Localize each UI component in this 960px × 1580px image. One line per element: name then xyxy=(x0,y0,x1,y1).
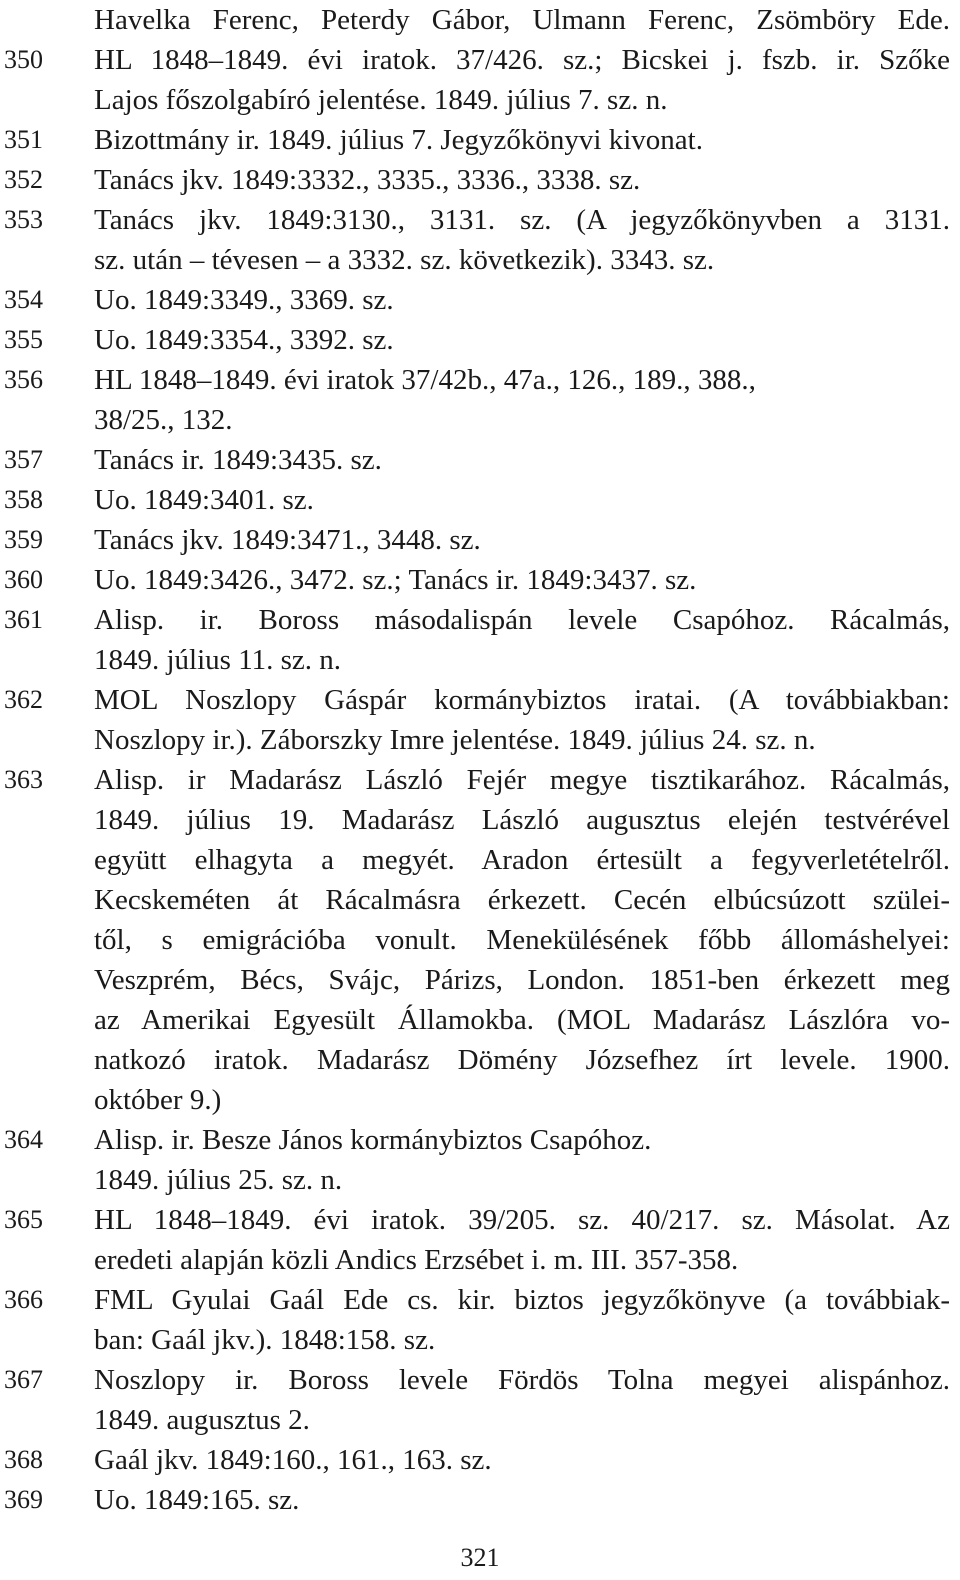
endnote-number: 367 xyxy=(4,1365,43,1394)
endnote-350 xyxy=(4,40,950,120)
endnote-text xyxy=(94,480,950,520)
endnote-text-line: sz. után – tévesen – a 3332. sz. következik). 3343. sz. xyxy=(94,244,715,276)
endnote-text xyxy=(94,200,950,280)
endnote-text-line: Noszlopy ir.). Záborszky Imre jelentése. 1849. július 24. sz. n. xyxy=(94,724,816,756)
endnote-356 xyxy=(4,360,950,440)
endnote-number: 357 xyxy=(4,445,43,474)
endnote-number: 364 xyxy=(4,1125,43,1154)
endnote-number: 353 xyxy=(4,205,43,234)
endnote-text xyxy=(94,120,950,160)
endnote-text xyxy=(94,1280,950,1360)
endnote-text-line: 1849. július 25. sz. n. xyxy=(94,1164,343,1196)
endnote-text-line: 1849. július 19. Madarász László augusztus elején testvérével xyxy=(94,804,950,836)
endnote-text-line: HL 1848–1849. évi iratok. 39/205. sz. 40/217. sz. Másolat. Az xyxy=(94,1204,950,1236)
endnote-text-line: 1849. július 11. sz. n. xyxy=(94,644,342,676)
endnote-text-line: Noszlopy ir. Boross levele Fördös Tolna megyei alispánhoz. xyxy=(94,1364,950,1396)
endnote-text-line: Uo. 1849:165. sz. xyxy=(94,1484,300,1516)
endnote-text-line: MOL Noszlopy Gáspár kormánybiztos iratai. (A továbbiakban: xyxy=(94,684,950,716)
endnote-text-line: HL 1848–1849. évi iratok. 37/426. sz.; Bicskei j. fszb. ir. Szőke xyxy=(94,44,950,76)
endnote-text xyxy=(94,1480,950,1520)
endnote-text-line: Lajos főszolgabíró jelentése. 1849. július 7. sz. n. xyxy=(94,84,668,116)
endnote-363 xyxy=(4,760,950,1120)
endnote-text xyxy=(94,280,950,320)
endnote-text-line: Bizottmány ir. 1849. július 7. Jegyzőkönyvi kivonat. xyxy=(94,124,703,156)
endnote-358 xyxy=(4,480,950,520)
endnote-number: 368 xyxy=(4,1445,43,1474)
endnote-352 xyxy=(4,160,950,200)
endnote-text-line: Tanács ir. 1849:3435. sz. xyxy=(94,444,382,476)
endnote-text-line: együtt elhagyta a megyét. Aradon értesült a fegyverletételről. xyxy=(94,844,950,876)
endnote-361 xyxy=(4,600,950,680)
endnote-354 xyxy=(4,280,950,320)
endnote-text xyxy=(94,1120,950,1200)
endnote-text-line: Uo. 1849:3354., 3392. sz. xyxy=(94,324,394,356)
endnote-369 xyxy=(4,1480,950,1520)
endnote-number: 352 xyxy=(4,165,43,194)
endnote-text-line: Uo. 1849:3426., 3472. sz.; Tanács ir. 1849:3437. sz. xyxy=(94,564,697,596)
endnote-text-line: től, s emigrációba vonult. Menekülésének főbb állomáshelyei: xyxy=(94,924,950,956)
endnote-351 xyxy=(4,120,950,160)
endnote-text-line: eredeti alapján közli Andics Erzsébet i. m. III. 357-358. xyxy=(94,1244,739,1276)
endnote-text xyxy=(94,40,950,120)
endnote-number: 363 xyxy=(4,765,43,794)
endnote-text-line: Alisp. ir. Boross másodalispán levele Csapóhoz. Rácalmás, xyxy=(94,604,950,636)
endnote-text-line: ban: Gaál jkv.). 1848:158. sz. xyxy=(94,1324,436,1356)
endnote-text-line: 1849. augusztus 2. xyxy=(94,1404,310,1436)
endnote-text-line: 38/25., 132. xyxy=(94,404,233,436)
endnote-text xyxy=(94,760,950,1120)
endnote-364 xyxy=(4,1120,950,1200)
endnote-text-line: Tanács jkv. 1849:3130., 3131. sz. (A jegyzőkönyvben a 3131. xyxy=(94,204,950,236)
endnote-text-line: Veszprém, Bécs, Svájc, Párizs, London. 1851-ben érkezett meg xyxy=(94,964,950,996)
endnote-359 xyxy=(4,520,950,560)
endnote-text-line: Uo. 1849:3401. sz. xyxy=(94,484,314,516)
endnote-text-line: október 9.) xyxy=(94,1084,222,1116)
endnote-365 xyxy=(4,1200,950,1280)
endnote-353 xyxy=(4,200,950,280)
endnote-text xyxy=(94,1440,950,1480)
endnote-number: 365 xyxy=(4,1205,43,1234)
endnote-text-line: Havelka Ferenc, Peterdy Gábor, Ulmann Ferenc, Zsömböry Ede. xyxy=(94,4,950,36)
endnote-number: 355 xyxy=(4,325,43,354)
endnote-362 xyxy=(4,680,950,760)
endnote-text xyxy=(94,680,950,760)
endnote-number: 350 xyxy=(4,45,43,74)
endnote-number: 356 xyxy=(4,365,43,394)
endnote-text xyxy=(94,160,950,200)
endnote-text xyxy=(94,320,950,360)
endnote-text-line: Uo. 1849:3349., 3369. sz. xyxy=(94,284,394,316)
endnote-355 xyxy=(4,320,950,360)
endnote-number: 354 xyxy=(4,285,43,314)
endnote-text xyxy=(94,360,950,440)
endnote-text-line: FML Gyulai Gaál Ede cs. kir. biztos jegyzőkönyve (a továbbiak- xyxy=(94,1284,950,1316)
page-number: 321 xyxy=(460,1543,500,1572)
endnote-number: 369 xyxy=(4,1485,43,1514)
endnote-text xyxy=(94,560,950,600)
endnote-text xyxy=(94,1200,950,1280)
endnote-text-line: Tanács jkv. 1849:3471., 3448. sz. xyxy=(94,524,481,556)
endnote-text-line: HL 1848–1849. évi iratok 37/42b., 47a., 126., 189., 388., xyxy=(94,364,756,396)
endnote-text-line: Alisp. ir Madarász László Fejér megye tisztikarához. Rácalmás, xyxy=(94,764,950,796)
endnote-text xyxy=(94,440,950,480)
endnote-number: 351 xyxy=(4,125,43,154)
endnote-367 xyxy=(4,1360,950,1440)
endnote-360 xyxy=(4,560,950,600)
endnote-number: 360 xyxy=(4,565,43,594)
endnote-text-line: natkozó iratok. Madarász Dömény Józsefhez írt levele. 1900. xyxy=(94,1044,950,1076)
endnote-text-line: az Amerikai Egyesült Államokba. (MOL Madarász Lászlóra vo- xyxy=(94,1004,950,1036)
endnote-number: 358 xyxy=(4,485,43,514)
endnote-number: 362 xyxy=(4,685,43,714)
endnote-368 xyxy=(4,1440,950,1480)
endnote-text-line: Tanács jkv. 1849:3332., 3335., 3336., 3338. sz. xyxy=(94,164,641,196)
endnote-366 xyxy=(4,1280,950,1360)
endnote-text-line: Alisp. ir. Besze János kormánybiztos Csapóhoz. xyxy=(94,1124,652,1156)
endnote-text xyxy=(94,600,950,680)
endnote-text xyxy=(94,0,950,40)
endnote-text xyxy=(94,520,950,560)
endnotes-list xyxy=(4,0,950,1520)
endnote-text-line: Kecskeméten át Rácalmásra érkezett. Cecén elbúcsúzott szülei- xyxy=(94,884,950,916)
endnote-357 xyxy=(4,440,950,480)
endnote-text xyxy=(94,1360,950,1440)
endnote-number: 366 xyxy=(4,1285,43,1314)
endnote-number: 361 xyxy=(4,605,43,634)
endnote-text-line: Gaál jkv. 1849:160., 161., 163. sz. xyxy=(94,1444,492,1476)
endnote-number: 359 xyxy=(4,525,43,554)
endnote-continued xyxy=(4,0,950,40)
